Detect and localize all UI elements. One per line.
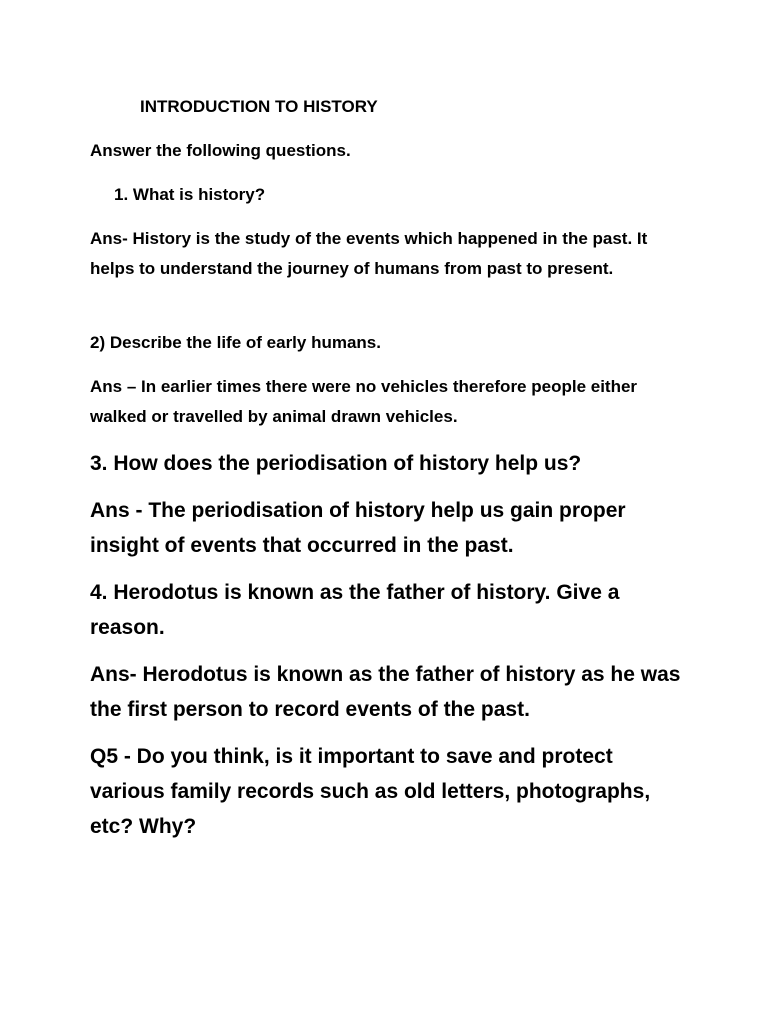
question-1: 1. What is history? xyxy=(114,185,266,204)
question-5: Q5 - Do you think, is it important to save and protect various family records such as old letters, photographs, etc? Why? xyxy=(90,745,651,838)
question-3: 3. How does the periodisation of history help us? xyxy=(90,452,582,475)
document-title: INTRODUCTION TO HISTORY xyxy=(140,97,378,116)
instruction-text: Answer the following questions. xyxy=(90,141,351,160)
answer-4: Ans- Herodotus is known as the father of history as he was the first person to record events of the past. xyxy=(90,663,681,721)
answer-3: Ans - The periodisation of history help us gain proper insight of events that occurred in the past. xyxy=(90,499,626,557)
answer-2: Ans – In earlier times there were no vehicles therefore people either walked or travelled by animal drawn vehicles. xyxy=(90,377,638,426)
question-2: 2) Describe the life of early humans. xyxy=(90,333,381,352)
answer-1: Ans- History is the study of the events which happened in the past. It helps to understand the journey of humans from past to present. xyxy=(90,229,648,278)
question-4: 4. Herodotus is known as the father of history. Give a reason. xyxy=(90,581,620,639)
